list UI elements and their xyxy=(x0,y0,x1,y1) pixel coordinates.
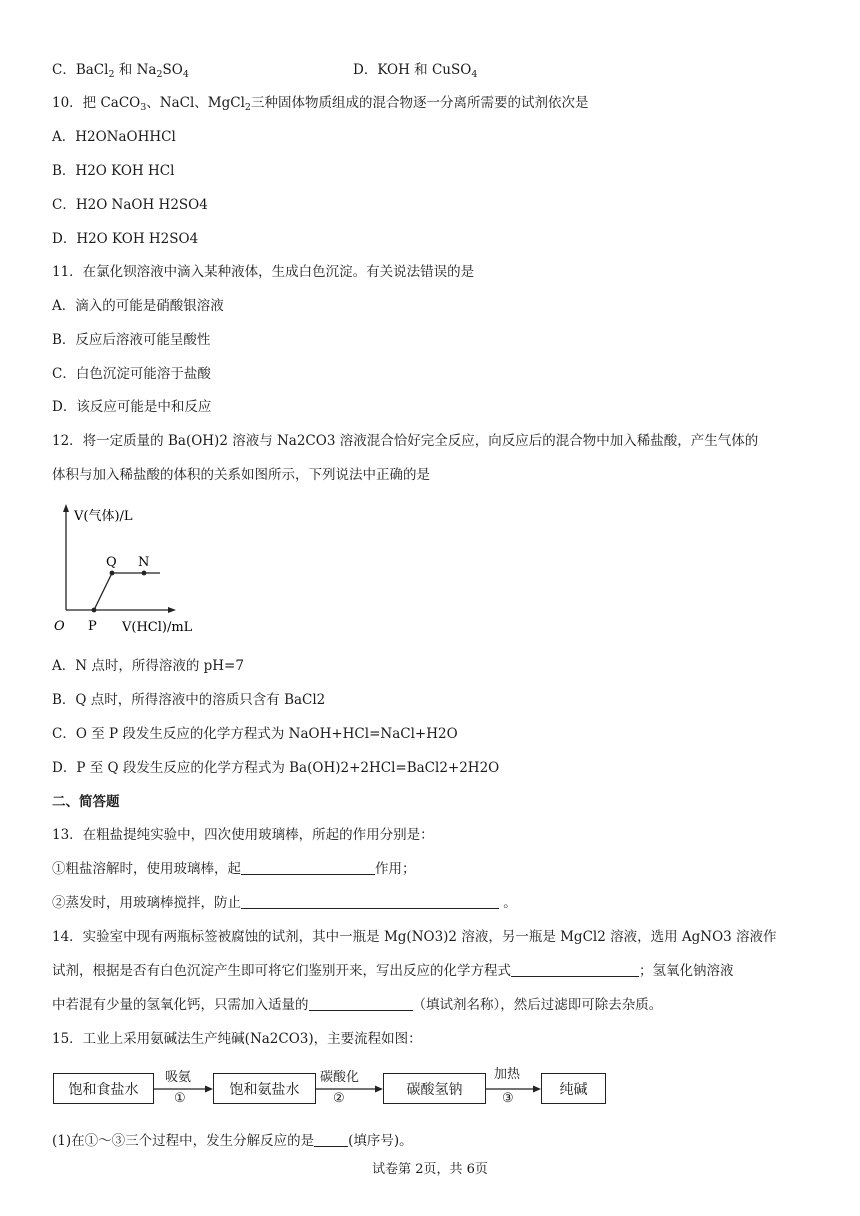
q15-stem: 15．工业上采用氨碱法生产纯碱(Na2CO3)，主要流程如图： xyxy=(52,1031,422,1047)
q12-option-b: B．Q 点时，所得溶液中的溶质只含有 BaCl2 xyxy=(52,692,326,708)
q12-option-a: A．N 点时，所得溶液的 pH=7 xyxy=(52,658,244,674)
q12-stem-line2: 体积与加入稀盐酸的体积的关系如图所示，下列说法中正确的是 xyxy=(52,467,430,483)
flow-box-soda-ash: 纯碱 xyxy=(541,1073,606,1104)
q12-stem-line1: 12．将一定质量的 Ba(OH)2 溶液与 Na2CO3 溶液混合恰好完全反应，向反应后的混合物中加入稀盐酸，产生气体的 xyxy=(52,433,759,449)
x-axis-arrow xyxy=(168,607,176,613)
q12-option-d: D．P 至 Q 段发生反应的化学方程式为 Ba(OH)2+2HCl=BaCl2+2H2O xyxy=(52,760,500,776)
q14-line1: 14．实验室中现有两瓶标签被腐蚀的试剂，其中一瓶是 Mg(NO3)2 溶液，另一瓶是 MgCl2 溶液，选用 AgNO3 溶液作 xyxy=(52,929,777,945)
q15-blank-1[interactable] xyxy=(314,1132,348,1147)
y-axis-label: V(气体)/L xyxy=(74,509,133,524)
arrow-2-head xyxy=(375,1086,383,1093)
q10-stem: 10．把 CaCO$_3$、NaCl、MgCl$_2$三种固体物质组成的混合物逐一分离所需要的试剂依次是 xyxy=(52,95,589,113)
flow-box-ammoniated-brine: 饱和氨盐水 xyxy=(213,1073,316,1104)
q11-option-c: C．白色沉淀可能溶于盐酸 xyxy=(52,366,211,382)
q14-line2: 试剂，根据是否有白色沉淀产生即可将它们鉴别开来，写出反应的化学方程式 ；氢氧化钠溶液 xyxy=(52,963,734,979)
q11-option-d: D．该反应可能是中和反应 xyxy=(52,399,212,415)
flow-label-absorb-ammonia: 吸氨 xyxy=(165,1070,192,1085)
flow-box-brine: 饱和食盐水 xyxy=(53,1073,154,1104)
arrow-3-head xyxy=(533,1086,541,1093)
origin-label: O xyxy=(54,619,65,634)
x-axis-label: V(HCl)/mL xyxy=(122,620,193,635)
flow-label-heating: 加热 xyxy=(494,1067,521,1082)
arrow-1-head xyxy=(205,1086,213,1093)
flow-box-sodium-bicarbonate: 碳酸氢钠 xyxy=(383,1073,486,1104)
flow-step-2: ② xyxy=(333,1091,345,1106)
q10-option-d: D．H2O KOH H2SO4 xyxy=(52,231,199,247)
q9-option-d: D．KOH 和 CuSO$_4$ xyxy=(353,62,478,80)
page-footer: 试卷第 2页，共 6页 xyxy=(372,1162,488,1177)
q12-graph xyxy=(50,500,220,640)
q10-option-a: A．H2ONaOHHCl xyxy=(52,129,176,145)
q14-blank-1[interactable] xyxy=(511,962,639,977)
segment-p-q xyxy=(94,573,112,610)
q9-option-c: C．BaCl$_2$ 和 $Na_2SO_4$ xyxy=(52,62,189,80)
q11-option-a: A．滴入的可能是硝酸银溶液 xyxy=(52,298,224,314)
section-title: 二、简答题 xyxy=(52,794,120,810)
q11-stem: 11．在氯化钡溶液中滴入某种液体，生成白色沉淀。有关说法错误的是 xyxy=(52,264,475,280)
point-q xyxy=(110,571,115,576)
n-label: N xyxy=(138,555,150,570)
q10-option-c: C．H2O NaOH H2SO4 xyxy=(52,197,208,213)
p-label: P xyxy=(88,619,97,634)
q12-option-c: C．O 至 P 段发生反应的化学方程式为 NaOH+HCl=NaCl+H2O xyxy=(52,726,458,742)
point-p xyxy=(92,608,97,613)
flow-label-carbonation: 碳酸化 xyxy=(320,1070,360,1085)
q13-blank-1[interactable] xyxy=(241,860,375,875)
q14-blank-2[interactable] xyxy=(309,996,413,1011)
flow-step-1: ① xyxy=(174,1091,186,1106)
flow-arrows xyxy=(0,1080,860,1100)
q10-option-b: B．H2O KOH HCl xyxy=(52,163,175,179)
q-label: Q xyxy=(106,555,117,570)
q14-line3: 中若混有少量的氢氧化钙，只需加入适量的 （填试剂名称），然后过滤即可除去杂质。 xyxy=(52,997,663,1013)
q11-option-b: B．反应后溶液可能呈酸性 xyxy=(52,332,211,348)
point-n xyxy=(142,571,147,576)
q13-item2: ②蒸发时，用玻璃棒搅拌，防止 。 xyxy=(52,895,517,911)
q13-item1: ①粗盐溶解时，使用玻璃棒，起 作用； xyxy=(52,861,416,877)
y-axis-arrow xyxy=(63,504,69,512)
q13-blank-2[interactable] xyxy=(241,894,499,909)
q15-sub1: (1)在①～③三个过程中，发生分解反应的是 (填序号)。 xyxy=(52,1133,413,1149)
flow-step-3: ③ xyxy=(502,1091,514,1106)
q13-stem: 13．在粗盐提纯实验中，四次使用玻璃棒，所起的作用分别是： xyxy=(52,827,434,843)
